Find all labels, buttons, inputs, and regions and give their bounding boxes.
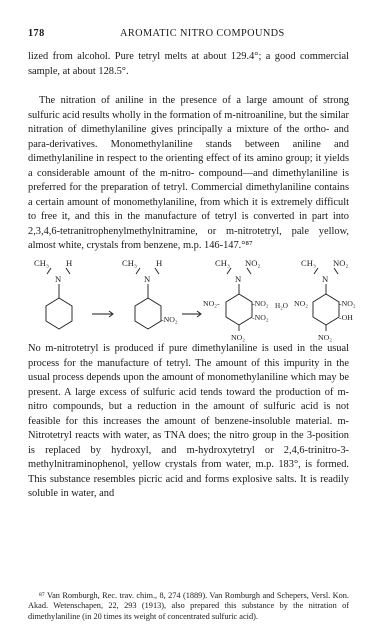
benzene-ring xyxy=(313,294,339,325)
nitro-label: NO₂ xyxy=(231,333,245,342)
nitro-label: -NO₂ xyxy=(339,299,356,308)
methyl-label: CH₃ xyxy=(34,258,49,268)
benzene-ring xyxy=(135,298,161,329)
paragraph-nitration xyxy=(28,94,349,254)
hydroxyl-label: -OH xyxy=(339,313,353,322)
nitrogen-label: N xyxy=(322,274,329,284)
nitrogen-label: N xyxy=(144,274,151,284)
nitro-label: -NO₂ xyxy=(252,313,269,322)
nitro-label: NO₂- xyxy=(203,299,220,308)
bond-line xyxy=(227,268,231,274)
nitrogen-label: N xyxy=(55,274,62,284)
methyl-label: CH₃ xyxy=(122,258,137,268)
nitro-label: NO₂ xyxy=(294,299,308,308)
paragraph-m-nitrotetryl xyxy=(28,342,349,502)
running-head: AROMATIC NITRO COMPOUNDS xyxy=(120,28,285,39)
paragraph-text: The nitration of aniline in the presence of a large amount of strong sulfuric acid results wholly in the formation of m-nitroaniline, but the similar nitration of dimethylaniline gives principally a mixture of the ortho- and para-derivatives. Monomethylaniline stands between aniline and dimethylaniline in respect to the orienting effect of its amino group; it yields a considerable amount of the m-nitro- compound—and dimethylaniline is preferred for the preparation of tetryl. Commercial dimethylaniline contains a certain amount of monomethylaniline, from which it is extremely difficult to free it, and this in the manufacture of tetryl is converted in part into 2,3,4,6-tetranitrophenylmethylnitramine, or m-nitrotetryl, pale yellow, almost white, crystals from benzene, m.p. 146-147.°⁸⁷ xyxy=(28,95,349,251)
benzene-ring xyxy=(46,298,72,329)
water-reagent-label: H₂O xyxy=(275,302,288,310)
nitro-label: NO₂ xyxy=(333,258,349,268)
hydrogen-label: H xyxy=(66,258,73,268)
benzene-ring xyxy=(226,294,252,325)
bond-line xyxy=(247,268,251,274)
chemical-structure-diagram xyxy=(0,254,377,344)
nitro-label: -NO₂ xyxy=(252,299,269,308)
paragraph-text: lized from alcohol. Pure tetryl melts at about 129.4°; a good commercial sample, at about 128.5°. xyxy=(28,51,349,77)
page-number: 178 xyxy=(28,28,45,39)
hydrogen-label: H xyxy=(156,258,163,268)
bond-line xyxy=(66,268,70,274)
bond-line xyxy=(47,268,51,274)
nitro-label: NO₂ xyxy=(245,258,261,268)
footnote-text: ⁸⁷ Van Romburgh, Rec. trav. chim., 8, 274 (1889). Van Romburgh and Schepers, Versl. Kon. Akad. Wetenschapen, 22, 293 (1913), also prepared this substance by the nitration of dimethylaniline (in 20 times its weight of concentrated sulfuric acid). xyxy=(28,591,349,621)
paragraph-text: No m-nitrotetryl is produced if pure dimethylaniline is used in the usual process for the manufacture of tetryl. The amount of this impurity in the usual process depends upon the amount of monomethylaniline which may be present. A large excess of sulfuric acid tends toward the production of m-nitro compounds, but a reduction in the amount of sulfuric acid is not feasible for this increases the amount of benzene-insoluble material. m-Nitrotetryl reacts with water, as TNA does; the nitro group in the 3-position is replaced by hydroxyl, and m-hydroxytetryl or 2,4,6-trinitro-3-methylnitraminophenol, yellow crystals from water, m.p. 183°, is formed. This substance resembles picric acid and forms explosive salts. It is readily soluble in water, and xyxy=(28,343,349,499)
paragraph-continued xyxy=(28,50,349,79)
bond-line xyxy=(314,268,318,274)
bond-line xyxy=(334,268,338,274)
methyl-label: CH₃ xyxy=(215,258,230,268)
nitrogen-label: N xyxy=(235,274,242,284)
bond-line xyxy=(136,268,140,274)
nitro-label: NO₂ xyxy=(318,333,332,342)
page-header xyxy=(28,28,349,42)
footnote xyxy=(28,591,349,622)
nitro-label: -NO₂ xyxy=(161,315,178,324)
methyl-label: CH₃ xyxy=(301,258,316,268)
bond-line xyxy=(155,268,159,274)
